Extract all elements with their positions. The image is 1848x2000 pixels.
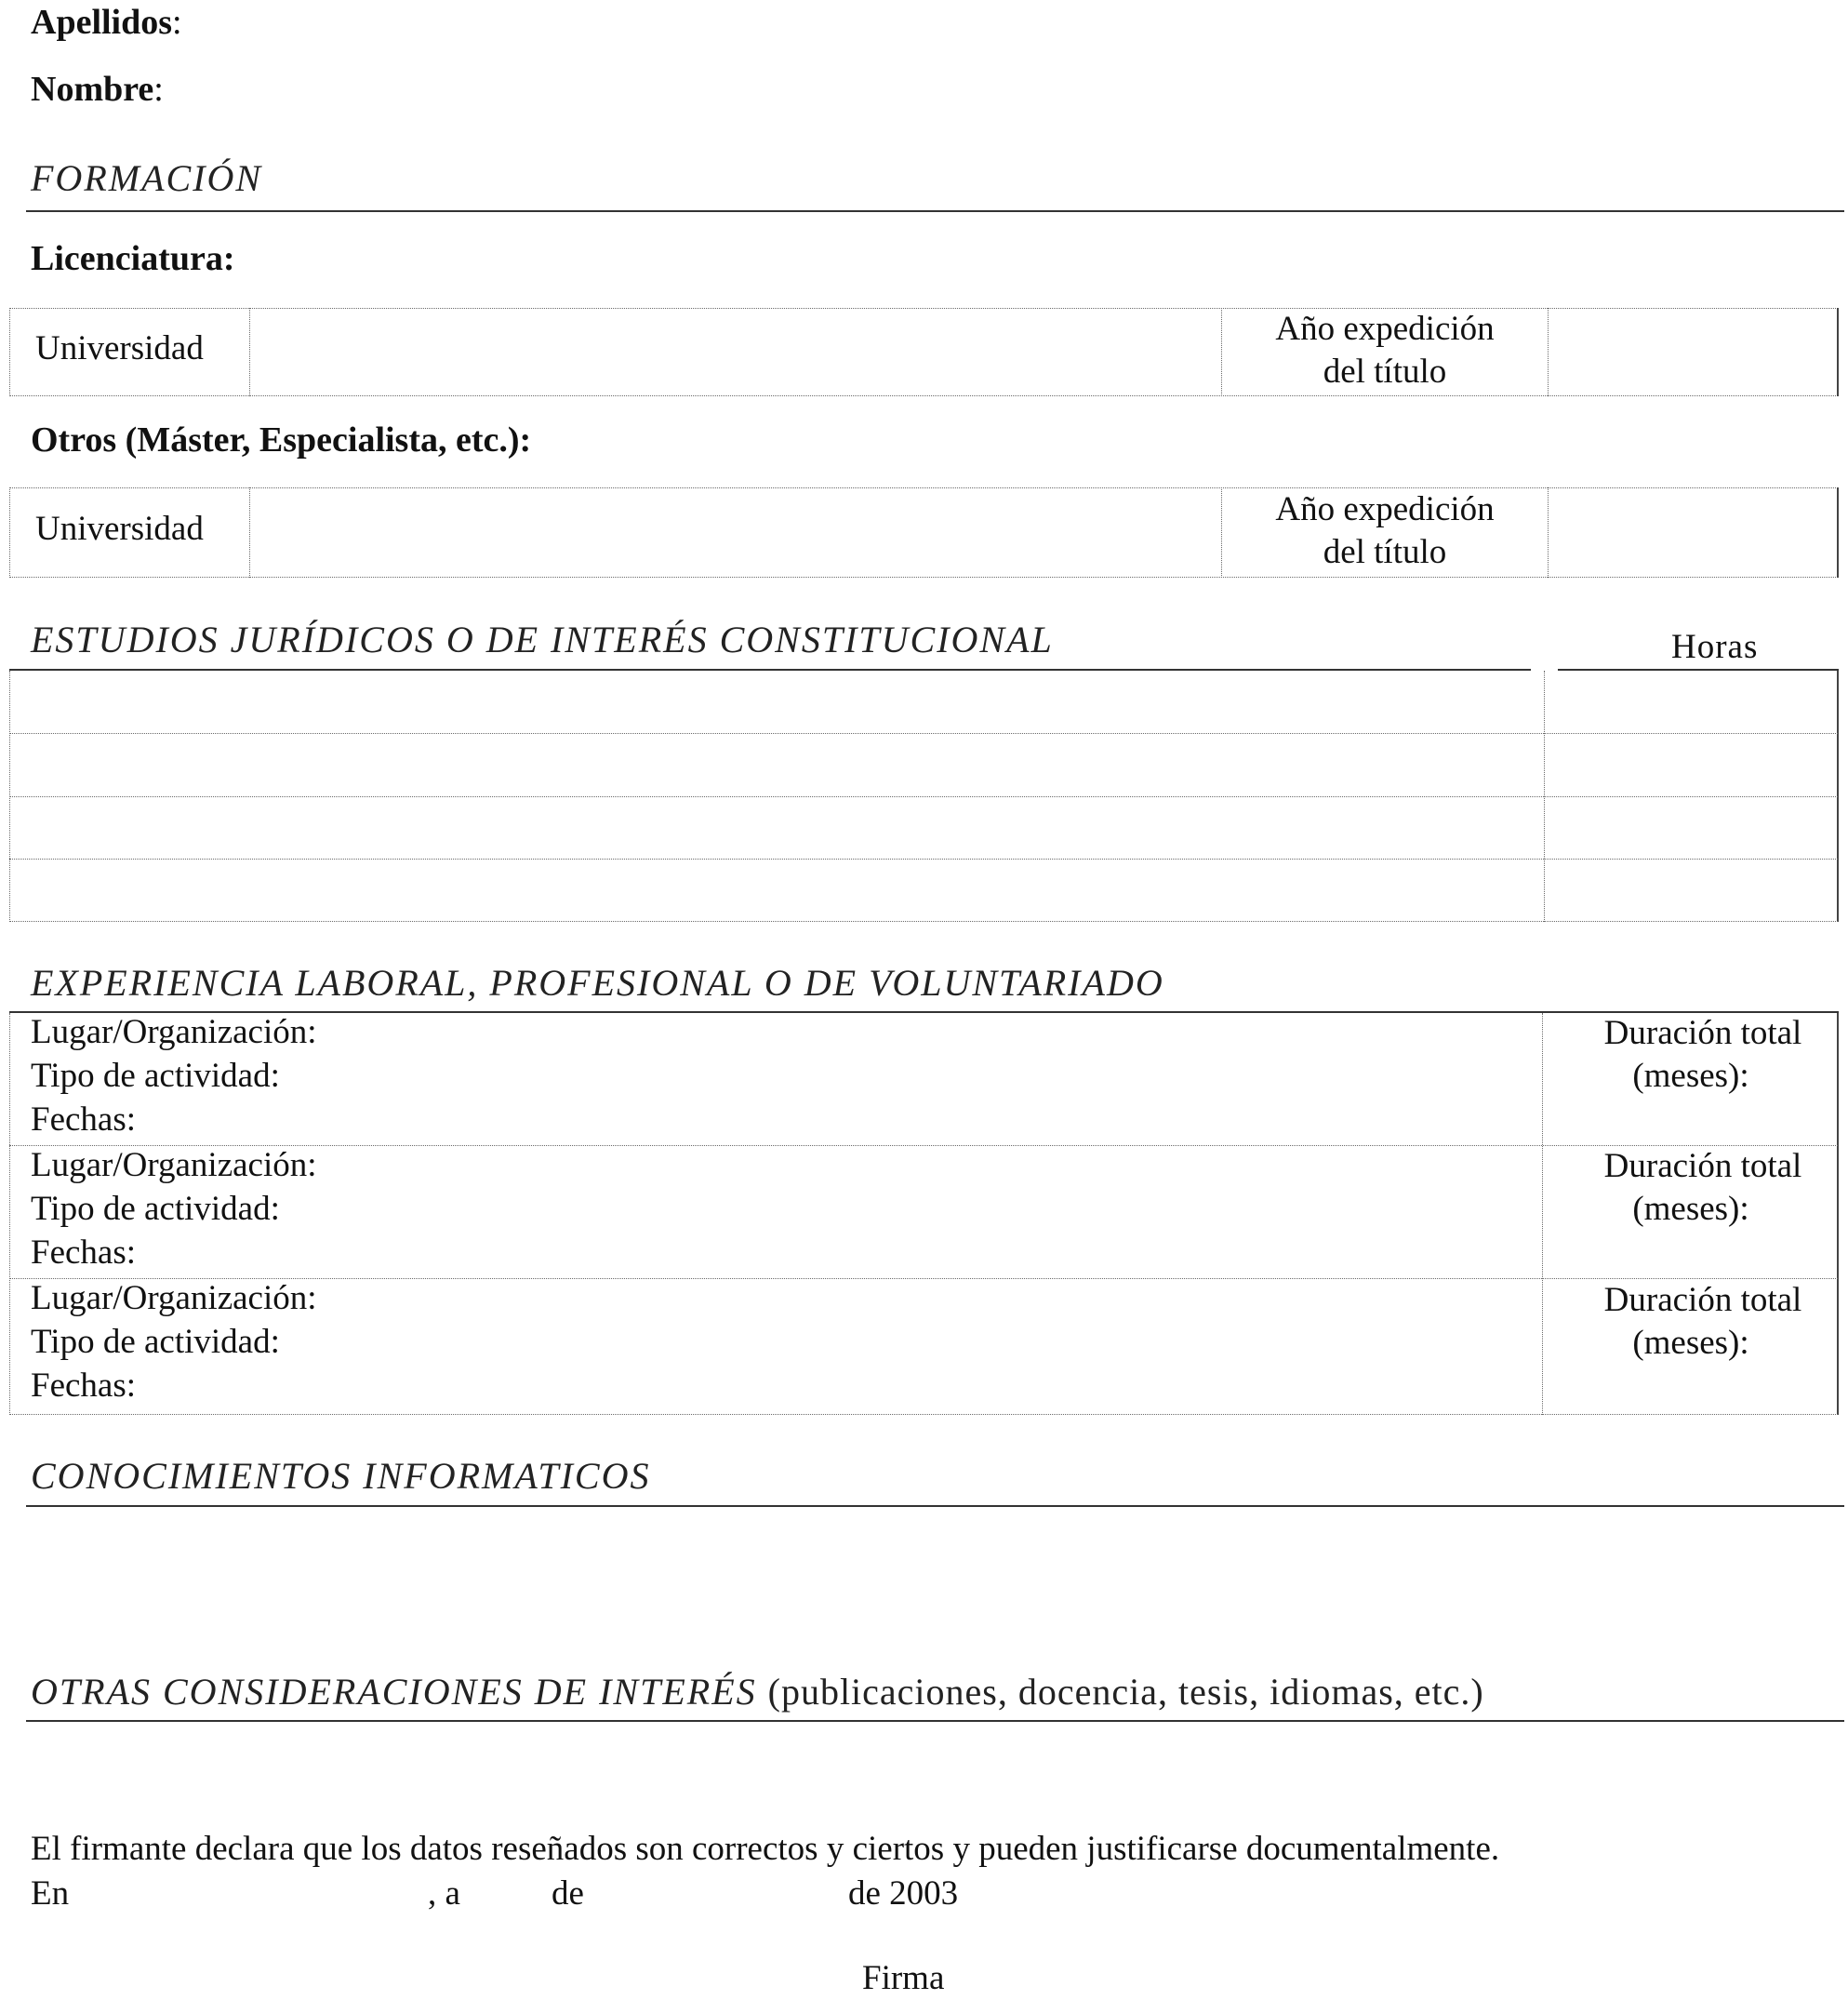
entry-1-duracion-line2: (meses):: [1632, 1057, 1749, 1095]
entry-2-lugar-label: Lugar/Organización:: [31, 1146, 317, 1184]
otros-anio-label: [1226, 488, 1544, 574]
nombre-colon: :: [153, 70, 164, 109]
licenciatura-divider-1: [249, 308, 250, 396]
experiencia-entry-2: [31, 1143, 317, 1274]
experiencia-entry-3: [31, 1276, 317, 1407]
licenciatura-anio-label: [1226, 308, 1544, 393]
experiencia-entry-1-duracion: [1546, 1012, 1836, 1098]
nombre-field: [31, 69, 164, 110]
informaticos-title: CONOCIMIENTOS INFORMATICOS: [31, 1455, 651, 1497]
licenciatura-label: Licenciatura:: [31, 239, 235, 278]
experiencia-entry-2-duracion: [1546, 1145, 1836, 1231]
formacion-title: FORMACIÓN: [31, 157, 263, 199]
estudios-row-2-horas[interactable]: [1548, 736, 1834, 793]
estudios-row-4-input[interactable]: [13, 861, 1540, 919]
otros-divider-1: [249, 487, 250, 578]
informaticos-content-area[interactable]: [31, 1514, 1835, 1663]
apellidos-colon: :: [172, 3, 182, 42]
declaracion-text: El firmante declara que los datos reseñados son correctos y ciertos y pueden justificarse documentalmente.: [31, 1830, 1500, 1868]
declaracion-a: , a: [428, 1874, 460, 1913]
entry-1-lugar-label: Lugar/Organización:: [31, 1013, 317, 1051]
estudios-row-1-horas[interactable]: [1548, 673, 1834, 731]
licenciatura-right-edge: [1837, 308, 1839, 396]
horas-label: Horas: [1671, 628, 1759, 666]
entry-3-tipo-label: Tipo de actividad:: [31, 1323, 280, 1361]
horas-rule: [1558, 669, 1839, 671]
apellidos-field: [31, 2, 182, 43]
licenciatura-anio-line1: Año expedición: [1275, 310, 1495, 348]
declaracion-lugar-field[interactable]: [88, 1872, 423, 1914]
firma-label: Firma: [862, 1959, 945, 1997]
otros-anio-value[interactable]: [1553, 497, 1832, 571]
otras-title: OTRAS CONSIDERACIONES DE INTERÉS: [31, 1671, 757, 1713]
licenciatura-divider-2: [1221, 308, 1222, 396]
entry-2-fechas-label: Fechas:: [31, 1233, 137, 1272]
experiencia-right-edge: [1837, 1013, 1839, 1415]
otras-subtitle: (publicaciones, docencia, tesis, idiomas, etc.): [767, 1671, 1484, 1713]
entry-3-duracion-line1: Duración total: [1603, 1281, 1802, 1319]
formacion-rule: [26, 210, 1844, 212]
declaracion-de: de: [552, 1874, 584, 1913]
otros-anio-line1: Año expedición: [1275, 490, 1495, 528]
licenciatura-anio-line2: del título: [1323, 353, 1447, 391]
nombre-label: Nombre: [31, 70, 154, 109]
otros-label: Otros (Máster, Especialista, etc.):: [31, 420, 532, 460]
licenciatura-anio-value[interactable]: [1553, 316, 1832, 391]
otros-right-edge: [1837, 487, 1839, 578]
declaracion-dia-field[interactable]: [484, 1872, 549, 1914]
otros-anio-line2: del título: [1323, 533, 1447, 571]
licenciatura-divider-3: [1548, 308, 1549, 396]
estudios-row-1-input[interactable]: [13, 673, 1540, 731]
estudios-row-3-horas[interactable]: [1548, 799, 1834, 857]
experiencia-left-edge: [9, 1013, 10, 1415]
entry-2-duracion-line2: (meses):: [1632, 1190, 1749, 1228]
declaracion-en: En: [31, 1874, 70, 1913]
entry-1-duracion-line1: Duración total: [1603, 1014, 1802, 1052]
entry-1-fechas-label: Fechas:: [31, 1100, 137, 1139]
entry-2-tipo-label: Tipo de actividad:: [31, 1190, 280, 1228]
estudios-row-2-input[interactable]: [13, 736, 1540, 793]
apellidos-label: Apellidos: [31, 3, 173, 42]
experiencia-divider: [1542, 1013, 1543, 1415]
experiencia-row-line-3: [9, 1414, 1838, 1415]
otros-divider-2: [1221, 487, 1222, 578]
entry-1-tipo-label: Tipo de actividad:: [31, 1057, 280, 1095]
declaracion-year: de 2003: [848, 1874, 959, 1913]
otros-divider-3: [1548, 487, 1549, 578]
licenciatura-universidad-value[interactable]: [260, 316, 1216, 391]
entry-3-duracion-line2: (meses):: [1632, 1324, 1749, 1362]
estudios-rule: [9, 669, 1531, 671]
estudios-title: ESTUDIOS JURÍDICOS O DE INTERÉS CONSTITUCIONAL: [31, 619, 1054, 660]
otros-universidad-value[interactable]: [260, 497, 1216, 571]
experiencia-title: EXPERIENCIA LABORAL, PROFESIONAL O DE VOLUNTARIADO: [31, 962, 1164, 1004]
informaticos-rule: [26, 1505, 1844, 1507]
estudios-row-4-horas[interactable]: [1548, 861, 1834, 919]
entry-2-duracion-line1: Duración total: [1603, 1147, 1802, 1185]
estudios-row-3-input[interactable]: [13, 799, 1540, 857]
experiencia-entry-1: [31, 1010, 317, 1141]
otras-title-line: [31, 1670, 1484, 1713]
otras-content-area[interactable]: [31, 1728, 1835, 1821]
entry-3-lugar-label: Lugar/Organización:: [31, 1279, 317, 1317]
otros-universidad-label: Universidad: [35, 510, 204, 548]
declaracion-mes-field[interactable]: [605, 1872, 842, 1914]
experiencia-entry-3-duracion: [1546, 1279, 1836, 1365]
entry-3-fechas-label: Fechas:: [31, 1367, 137, 1405]
estudios-row-line-4: [9, 921, 1838, 922]
licenciatura-universidad-label: Universidad: [35, 329, 204, 367]
otras-rule: [26, 1720, 1844, 1722]
estudios-row-line-2: [9, 796, 1838, 797]
estudios-row-line-3: [9, 859, 1838, 860]
estudios-row-line-1: [9, 733, 1838, 734]
